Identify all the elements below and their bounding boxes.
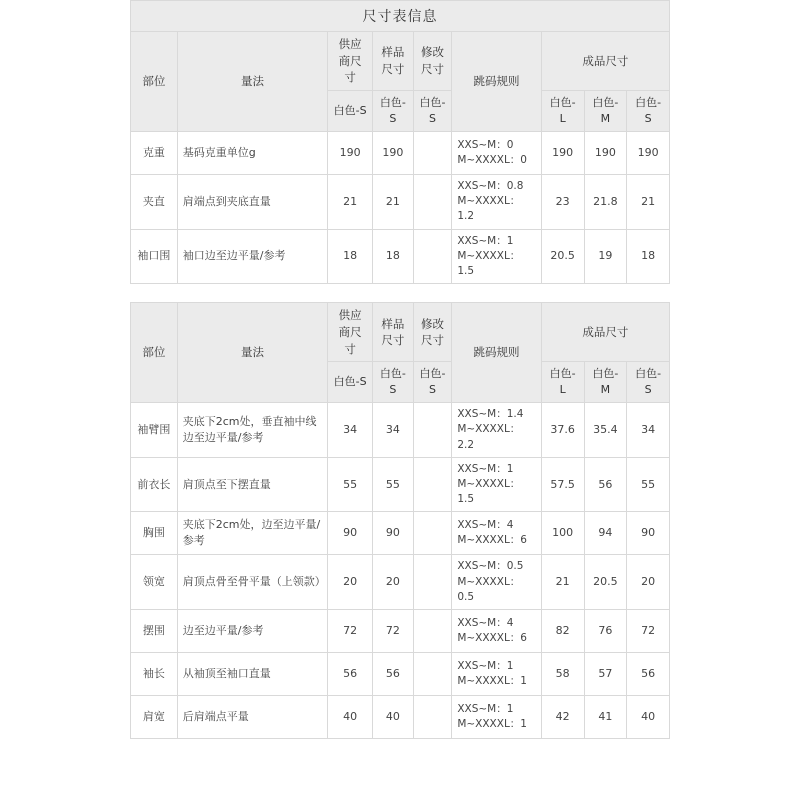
- cell-method: 肩顶点至下摆直量: [177, 457, 328, 512]
- cell-revised: [413, 555, 452, 610]
- cell-finished-m: 190: [584, 131, 627, 174]
- cell-sample: 90: [373, 512, 414, 555]
- cell-method: 袖口边至边平量/参考: [177, 229, 328, 284]
- rule-line: XXS~M：4: [457, 519, 514, 532]
- subheader-revised-white-s: 白色-S: [413, 91, 452, 132]
- cell-method: 夹底下2cm处，垂直袖中线边至边平量/参考: [177, 403, 328, 458]
- table-header: [131, 303, 670, 403]
- cell-finished-l: 21: [541, 555, 584, 610]
- cell-sample: 55: [373, 457, 414, 512]
- cell-finished-s: 55: [627, 457, 670, 512]
- header-finished: 成品尺寸: [541, 32, 669, 91]
- subheader-finished-white-s: 白色-S: [627, 91, 670, 132]
- rule-line: XXS~M：1: [457, 702, 514, 715]
- table-row: [131, 174, 670, 229]
- cell-part: 袖口围: [131, 229, 178, 284]
- cell-finished-l: 20.5: [541, 229, 584, 284]
- table-body-1: [131, 131, 670, 283]
- cell-part: 夹直: [131, 174, 178, 229]
- rule-line: M~XXXXL：: [457, 477, 521, 490]
- table-row: [131, 131, 670, 174]
- cell-finished-l: 23: [541, 174, 584, 229]
- cell-finished-m: 57: [584, 653, 627, 696]
- size-table-1: [130, 31, 670, 284]
- cell-rule: [452, 174, 541, 229]
- rule-line: 2.2: [457, 438, 475, 451]
- cell-revised: [413, 174, 452, 229]
- rule-line: XXS~M：0.8: [457, 179, 524, 192]
- rule-line: XXS~M：1.4: [457, 408, 524, 421]
- cell-supplier: 72: [328, 610, 373, 653]
- rule-line: 0.5: [457, 590, 475, 603]
- cell-supplier: 18: [328, 229, 373, 284]
- subheader-supplier-white-s: 白色-S: [328, 362, 373, 403]
- cell-sample: 72: [373, 610, 414, 653]
- cell-finished-m: 56: [584, 457, 627, 512]
- cell-finished-s: 40: [627, 696, 670, 739]
- cell-supplier: 190: [328, 131, 373, 174]
- cell-method: 后肩端点平量: [177, 696, 328, 739]
- cell-supplier: 34: [328, 403, 373, 458]
- cell-method: 从袖顶至袖口直量: [177, 653, 328, 696]
- rule-line: M~XXXXL：: [457, 423, 521, 436]
- cell-part: 摆围: [131, 610, 178, 653]
- table-row: [131, 457, 670, 512]
- subheader-finished-white-m: 白色-M: [584, 362, 627, 403]
- table-row: [131, 653, 670, 696]
- rule-line: M~XXXXL：1: [457, 718, 527, 731]
- cell-sample: 56: [373, 653, 414, 696]
- rule-line: XXS~M：1: [457, 462, 514, 475]
- cell-finished-l: 82: [541, 610, 584, 653]
- cell-finished-s: 34: [627, 403, 670, 458]
- cell-finished-l: 100: [541, 512, 584, 555]
- rule-line: M~XXXXL：: [457, 575, 521, 588]
- cell-finished-s: 56: [627, 653, 670, 696]
- rule-line: M~XXXXL：0: [457, 153, 527, 166]
- rule-line: M~XXXXL：6: [457, 632, 527, 645]
- rule-line: M~XXXXL：6: [457, 534, 527, 547]
- cell-part: 袖臂围: [131, 403, 178, 458]
- rule-line: 1.2: [457, 210, 475, 223]
- cell-supplier: 90: [328, 512, 373, 555]
- cell-part: 胸围: [131, 512, 178, 555]
- cell-finished-s: 190: [627, 131, 670, 174]
- cell-finished-m: 41: [584, 696, 627, 739]
- header-row-1: [131, 32, 670, 91]
- cell-method: 基码克重单位g: [177, 131, 328, 174]
- cell-finished-l: 37.6: [541, 403, 584, 458]
- header-method: 量法: [177, 303, 328, 403]
- table-row: [131, 403, 670, 458]
- subheader-supplier-white-s: 白色-S: [328, 91, 373, 132]
- cell-rule: [452, 512, 541, 555]
- cell-revised: [413, 512, 452, 555]
- table-row: [131, 696, 670, 739]
- cell-finished-l: 42: [541, 696, 584, 739]
- rule-line: XXS~M：0: [457, 138, 514, 151]
- cell-revised: [413, 131, 452, 174]
- cell-finished-m: 21.8: [584, 174, 627, 229]
- rule-line: XXS~M：4: [457, 616, 514, 629]
- cell-method: 肩端点到夹底直量: [177, 174, 328, 229]
- cell-supplier: 20: [328, 555, 373, 610]
- cell-supplier: 56: [328, 653, 373, 696]
- table-body-2: [131, 403, 670, 739]
- cell-finished-m: 19: [584, 229, 627, 284]
- cell-rule: [452, 696, 541, 739]
- cell-part: 领宽: [131, 555, 178, 610]
- cell-finished-m: 76: [584, 610, 627, 653]
- cell-method: 肩顶点骨至骨平量（上领款）: [177, 555, 328, 610]
- cell-sample: 20: [373, 555, 414, 610]
- header-supplier: 供应商尺寸: [328, 32, 373, 91]
- cell-finished-l: 58: [541, 653, 584, 696]
- cell-finished-l: 190: [541, 131, 584, 174]
- subheader-sample-white-s: 白色-S: [373, 362, 414, 403]
- subheader-finished-white-s: 白色-S: [627, 362, 670, 403]
- cell-revised: [413, 610, 452, 653]
- header-sample: 样品尺寸: [373, 32, 414, 91]
- page-title: 尺寸表信息: [130, 0, 670, 31]
- rule-line: XXS~M：0.5: [457, 560, 524, 573]
- cell-part: 克重: [131, 131, 178, 174]
- cell-sample: 40: [373, 696, 414, 739]
- cell-finished-l: 57.5: [541, 457, 584, 512]
- header-rule: 跳码规则: [452, 32, 541, 132]
- cell-revised: [413, 403, 452, 458]
- cell-supplier: 40: [328, 696, 373, 739]
- cell-sample: 18: [373, 229, 414, 284]
- header-rule: 跳码规则: [452, 303, 541, 403]
- table-row: [131, 555, 670, 610]
- table-row: [131, 512, 670, 555]
- rule-line: M~XXXXL：1: [457, 675, 527, 688]
- cell-revised: [413, 457, 452, 512]
- cell-revised: [413, 229, 452, 284]
- cell-finished-m: 94: [584, 512, 627, 555]
- table-row: [131, 610, 670, 653]
- header-revised: 修改尺寸: [413, 303, 452, 362]
- cell-rule: [452, 653, 541, 696]
- header-row-1: [131, 303, 670, 362]
- cell-sample: 34: [373, 403, 414, 458]
- header-part: 部位: [131, 32, 178, 132]
- cell-finished-s: 18: [627, 229, 670, 284]
- cell-part: 袖长: [131, 653, 178, 696]
- cell-rule: [452, 131, 541, 174]
- cell-supplier: 21: [328, 174, 373, 229]
- rule-line: M~XXXXL：: [457, 195, 521, 208]
- header-finished: 成品尺寸: [541, 303, 669, 362]
- header-part: 部位: [131, 303, 178, 403]
- header-sample: 样品尺寸: [373, 303, 414, 362]
- subheader-finished-white-l: 白色-L: [541, 362, 584, 403]
- cell-finished-m: 35.4: [584, 403, 627, 458]
- cell-revised: [413, 696, 452, 739]
- subheader-finished-white-l: 白色-L: [541, 91, 584, 132]
- cell-sample: 21: [373, 174, 414, 229]
- cell-finished-s: 90: [627, 512, 670, 555]
- rule-line: M~XXXXL：: [457, 249, 521, 262]
- cell-revised: [413, 653, 452, 696]
- rule-line: 1.5: [457, 493, 475, 506]
- subheader-finished-white-m: 白色-M: [584, 91, 627, 132]
- rule-line: XXS~M：1: [457, 659, 514, 672]
- rule-line: XXS~M：1: [457, 234, 514, 247]
- cell-part: 肩宽: [131, 696, 178, 739]
- subheader-sample-white-s: 白色-S: [373, 91, 414, 132]
- cell-rule: [452, 229, 541, 284]
- table-header: [131, 32, 670, 132]
- subheader-revised-white-s: 白色-S: [413, 362, 452, 403]
- size-table-2: [130, 302, 670, 739]
- cell-finished-s: 20: [627, 555, 670, 610]
- cell-finished-s: 72: [627, 610, 670, 653]
- cell-finished-m: 20.5: [584, 555, 627, 610]
- cell-rule: [452, 555, 541, 610]
- cell-method: 边至边平量/参考: [177, 610, 328, 653]
- cell-method: 夹底下2cm处，边至边平量/参考: [177, 512, 328, 555]
- header-revised: 修改尺寸: [413, 32, 452, 91]
- header-supplier: 供应商尺寸: [328, 303, 373, 362]
- rule-line: 1.5: [457, 264, 475, 277]
- cell-finished-s: 21: [627, 174, 670, 229]
- cell-supplier: 55: [328, 457, 373, 512]
- cell-sample: 190: [373, 131, 414, 174]
- cell-rule: [452, 610, 541, 653]
- header-method: 量法: [177, 32, 328, 132]
- cell-rule: [452, 457, 541, 512]
- table-row: [131, 229, 670, 284]
- cell-part: 前衣长: [131, 457, 178, 512]
- cell-rule: [452, 403, 541, 458]
